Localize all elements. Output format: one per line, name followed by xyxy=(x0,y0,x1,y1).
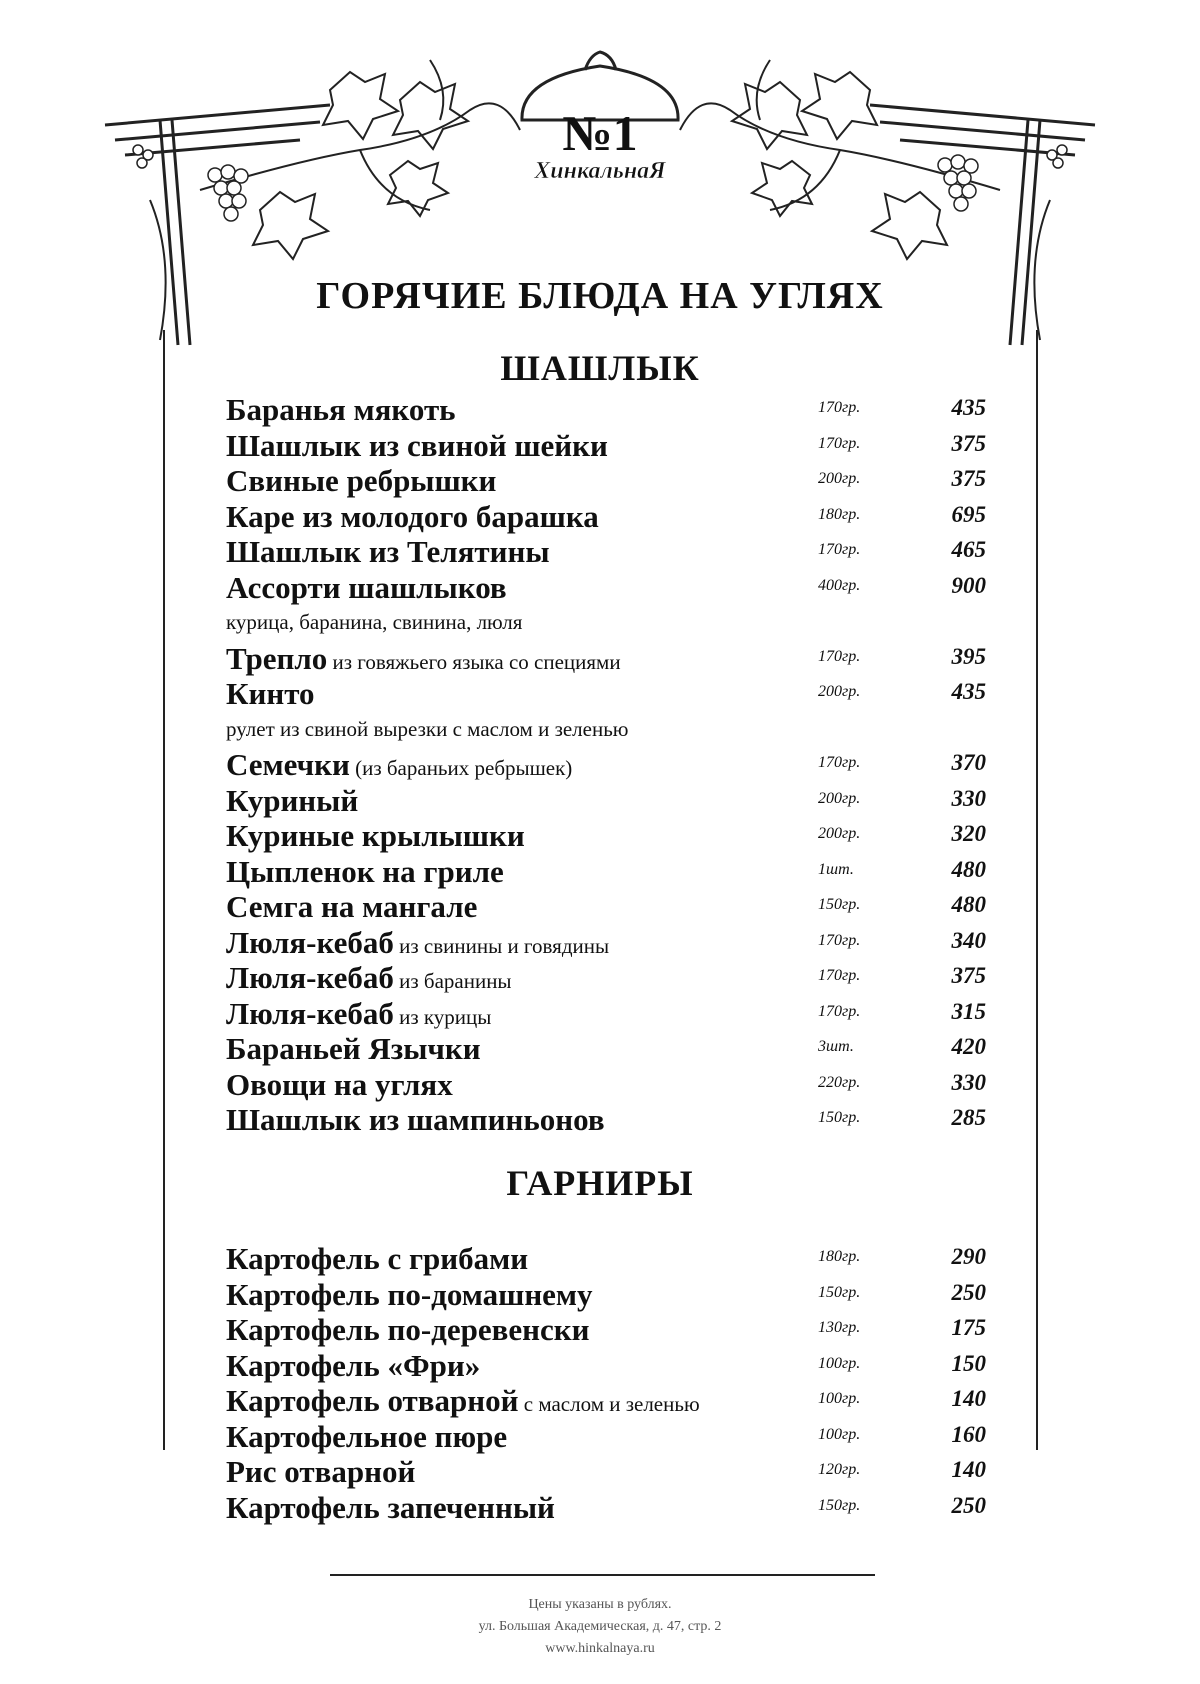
item-weight: 170гр. xyxy=(818,1002,861,1020)
item-weight: 170гр. xyxy=(818,754,861,771)
item-weight: 200гр. xyxy=(818,683,861,700)
item-name: Люля-кебаб xyxy=(226,924,394,960)
logo xyxy=(522,52,678,184)
border-left xyxy=(163,330,165,1450)
address: ул. Большая Академическая, д. 47, стр. 2 xyxy=(478,1619,722,1634)
item-price: 375 xyxy=(951,466,986,491)
menu-item xyxy=(226,676,986,712)
menu-item xyxy=(226,392,986,428)
menu-item xyxy=(226,996,986,1032)
menu-item xyxy=(226,1348,986,1384)
menu-item xyxy=(226,1383,986,1419)
item-weight: 200гр. xyxy=(818,825,861,842)
page-title: ГОРЯЧИЕ БЛЮДА НА УГЛЯХ xyxy=(316,275,884,317)
vine-left xyxy=(200,60,520,259)
menu-item xyxy=(226,570,986,606)
border-right xyxy=(1036,330,1038,1450)
item-weight: 170гр. xyxy=(818,967,861,984)
item-weight: 100гр. xyxy=(818,1354,861,1372)
item-name: Овощи на углях xyxy=(226,1066,453,1102)
menu-item xyxy=(226,747,986,783)
item-name: Рис отварной xyxy=(226,1454,416,1489)
item-name: Картофельное пюре xyxy=(226,1418,508,1454)
item-weight: 100гр. xyxy=(818,1390,861,1407)
grapes-left xyxy=(133,145,248,221)
grapes-right xyxy=(938,145,1067,211)
menu-item xyxy=(226,1277,986,1313)
item-price: 320 xyxy=(951,821,986,846)
item-price: 330 xyxy=(951,1069,986,1095)
shashlik-list xyxy=(226,392,986,1138)
menu-item xyxy=(226,534,986,570)
item-weight: 200гр. xyxy=(818,470,861,487)
item-description: из курицы xyxy=(393,1004,492,1029)
item-price: 250 xyxy=(951,1492,986,1518)
footer-divider xyxy=(330,1574,875,1576)
item-name: Картофель по-домашнему xyxy=(226,1276,593,1312)
item-price: 900 xyxy=(951,572,986,598)
item-weight: 130гр. xyxy=(818,1319,861,1336)
item-price: 330 xyxy=(951,785,986,811)
price-note: Цены указаны в рублях. xyxy=(528,1597,672,1612)
item-name: Трепло xyxy=(226,640,328,676)
menu-item xyxy=(226,783,986,819)
item-weight: 150гр. xyxy=(818,1283,861,1301)
item-name: Куриные крылышки xyxy=(226,818,525,853)
item-price: 395 xyxy=(951,643,986,669)
item-price: 285 xyxy=(951,1105,986,1130)
item-price: 435 xyxy=(951,395,986,420)
menu-item xyxy=(226,960,986,996)
item-name: Баранья мякоть xyxy=(226,392,456,427)
logo-number: №1 xyxy=(562,105,638,161)
menu-item xyxy=(226,1454,986,1490)
item-note: рулет из свиной вырезки с маслом и зеленью xyxy=(226,716,629,741)
item-name: Шашлык из свиной шейки xyxy=(226,427,608,463)
menu-item xyxy=(226,925,986,961)
item-description: из баранины xyxy=(393,969,512,993)
menu-item xyxy=(226,1241,986,1277)
item-weight: 170гр. xyxy=(818,399,861,416)
section-title-shashlik: ШАШЛЫК xyxy=(500,348,700,388)
logo-brand: ХинкальнаЯ xyxy=(534,158,666,184)
item-price: 340 xyxy=(951,927,986,953)
menu-item xyxy=(226,1031,986,1067)
item-price: 140 xyxy=(951,1457,986,1482)
item-price: 435 xyxy=(951,679,986,704)
menu-item xyxy=(226,1419,986,1455)
item-name: Шашлык из шампиньонов xyxy=(226,1102,605,1137)
menu-item xyxy=(226,818,986,854)
item-weight: 180гр. xyxy=(818,505,861,523)
website-link[interactable]: www.hinkalnaya.ru xyxy=(545,1641,655,1656)
item-price: 315 xyxy=(951,998,986,1024)
item-name: Картофель «Фри» xyxy=(226,1347,481,1383)
item-price: 175 xyxy=(951,1315,986,1340)
item-description: с маслом и зеленью xyxy=(518,1392,700,1416)
item-price: 375 xyxy=(951,430,986,456)
item-weight: 200гр. xyxy=(818,789,861,807)
item-weight: 170гр. xyxy=(818,931,861,949)
item-price: 140 xyxy=(951,1386,986,1411)
item-name: Куриный xyxy=(226,782,359,818)
menu-item xyxy=(226,1490,986,1526)
item-price: 160 xyxy=(951,1421,986,1447)
item-price: 420 xyxy=(951,1034,986,1059)
section-title-garnishes: ГАРНИРЫ xyxy=(506,1163,694,1203)
menu-item xyxy=(226,428,986,464)
item-weight: 170гр. xyxy=(818,647,861,665)
item-name: Шашлык из Телятины xyxy=(226,534,550,569)
item-name: Семга на мангале xyxy=(226,889,478,924)
item-weight: 150гр. xyxy=(818,1496,861,1514)
menu-item xyxy=(226,889,986,925)
item-name: Картофель с грибами xyxy=(226,1241,529,1276)
item-name: Люля-кебаб xyxy=(226,960,394,995)
item-price: 375 xyxy=(951,963,986,988)
item-name: Картофель запеченный xyxy=(226,1489,555,1525)
item-price: 480 xyxy=(951,856,986,882)
item-price: 150 xyxy=(951,1350,986,1376)
menu-item xyxy=(226,641,986,677)
item-weight: 100гр. xyxy=(818,1425,861,1443)
item-description: (из бараньих ребрышек) xyxy=(349,756,573,780)
menu-item xyxy=(226,1312,986,1348)
item-name: Семечки xyxy=(226,747,350,782)
item-name: Картофель по-деревенски xyxy=(226,1312,590,1347)
item-name: Цыпленок на гриле xyxy=(226,853,504,889)
item-note: курица, баранина, свинина, люля xyxy=(226,610,523,634)
item-weight: 180гр. xyxy=(818,1248,861,1265)
item-price: 370 xyxy=(951,750,986,775)
item-price: 695 xyxy=(951,501,986,527)
menu-item xyxy=(226,854,986,890)
item-price: 480 xyxy=(951,892,986,917)
item-price: 290 xyxy=(951,1244,986,1269)
item-name: Бараньей Язычки xyxy=(226,1031,481,1066)
item-weight: 120гр. xyxy=(818,1461,861,1478)
item-weight: 170гр. xyxy=(818,434,861,452)
item-weight: 170гр. xyxy=(818,541,861,558)
menu-item xyxy=(226,1067,986,1103)
item-weight: 1шт. xyxy=(818,860,854,878)
item-weight: 220гр. xyxy=(818,1073,861,1091)
item-price: 465 xyxy=(951,537,986,562)
header-illustration xyxy=(0,0,1200,380)
item-weight: 3шт. xyxy=(818,1038,854,1055)
item-description: из говяжьего языка со специями xyxy=(327,649,621,674)
menu-item xyxy=(226,463,986,499)
item-weight: 150гр. xyxy=(818,896,861,913)
menu-item xyxy=(226,1102,986,1138)
item-name: Каре из молодого барашка xyxy=(226,498,599,534)
item-weight: 400гр. xyxy=(818,576,861,594)
item-name: Картофель отварной xyxy=(226,1383,519,1418)
item-description: из свинины и говядины xyxy=(393,933,610,958)
menu-item xyxy=(226,499,986,535)
item-price: 250 xyxy=(951,1279,986,1305)
item-name: Люля-кебаб xyxy=(226,995,394,1031)
item-weight: 150гр. xyxy=(818,1109,861,1126)
garnishes-list xyxy=(226,1241,986,1525)
item-name: Кинто xyxy=(226,676,315,711)
footer xyxy=(0,1594,1200,1660)
item-name: Свиные ребрышки xyxy=(226,463,497,498)
item-name: Ассорти шашлыков xyxy=(226,569,507,605)
